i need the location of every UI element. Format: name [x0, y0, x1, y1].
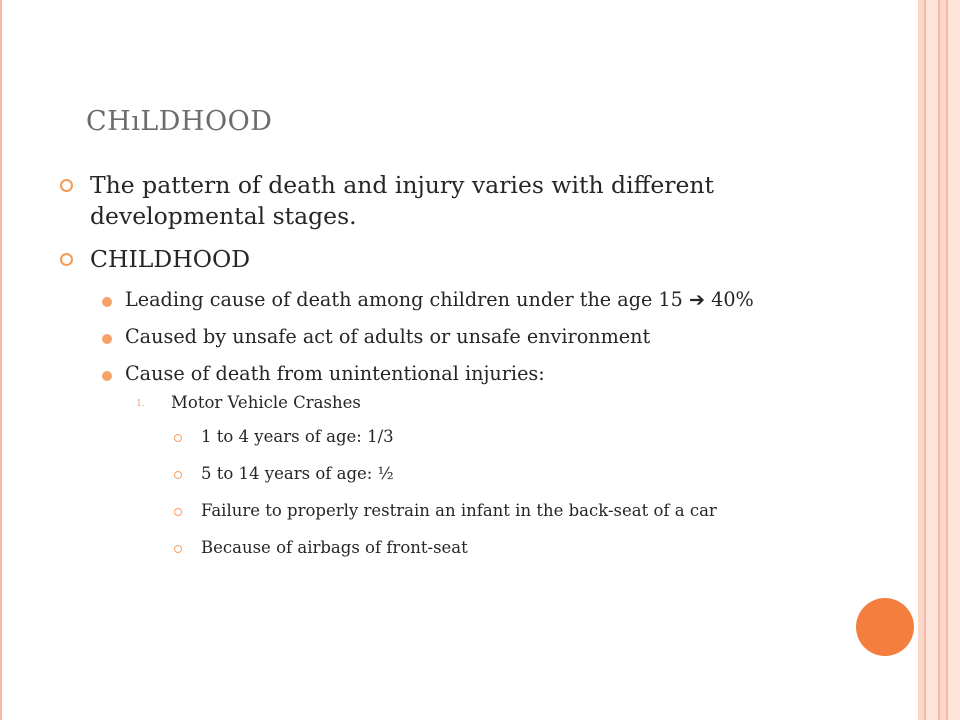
detail-item [60, 463, 830, 484]
detail-text: Failure to properly restrain an infant in the back-seat of a car [201, 501, 717, 520]
stripe [926, 0, 938, 720]
bullet-point [60, 170, 830, 232]
stripe [948, 0, 960, 720]
detail-text: Because of airbags of front-seat [201, 538, 468, 557]
item-number: 1. [136, 398, 146, 409]
left-border-line [0, 0, 2, 720]
small-ring-bullet-icon [174, 508, 182, 516]
right-stripes [918, 0, 960, 720]
numbered-item [60, 392, 830, 414]
detail-text: 1 to 4 years of age: 1/3 [201, 427, 394, 446]
numbered-item-text: Motor Vehicle Crashes [171, 393, 361, 412]
detail-text: 5 to 14 years of age: ½ [201, 464, 394, 483]
sub-bullet-text: Caused by unsafe act of adults or unsafe environment [125, 325, 651, 348]
detail-item [60, 537, 830, 558]
ring-bullet-icon [60, 253, 73, 266]
dot-bullet-icon [102, 371, 112, 381]
small-ring-bullet-icon [174, 545, 182, 553]
detail-item [60, 500, 830, 521]
detail-item [60, 426, 830, 447]
ring-bullet-icon [60, 179, 73, 192]
dot-bullet-icon [102, 297, 112, 307]
small-ring-bullet-icon [174, 471, 182, 479]
sub-bullet [60, 361, 830, 386]
sub-bullet [60, 287, 830, 312]
sub-bullet-text: Cause of death from unintentional injuries: [125, 362, 545, 385]
bullet-point [60, 244, 830, 275]
dot-bullet-icon [102, 334, 112, 344]
sub-bullet [60, 324, 830, 349]
bullet-text: The pattern of death and injury varies with different developmental stages. [90, 171, 714, 230]
bullet-text: CHILDHOOD [90, 245, 251, 273]
sub-bullet-text: Leading cause of death among children under the age 15 ➔ 40% [125, 288, 754, 311]
slide-title: CHıLDHOOD [86, 106, 273, 137]
small-ring-bullet-icon [174, 434, 182, 442]
orange-circle-decoration [856, 598, 914, 656]
slide-content [60, 170, 830, 574]
